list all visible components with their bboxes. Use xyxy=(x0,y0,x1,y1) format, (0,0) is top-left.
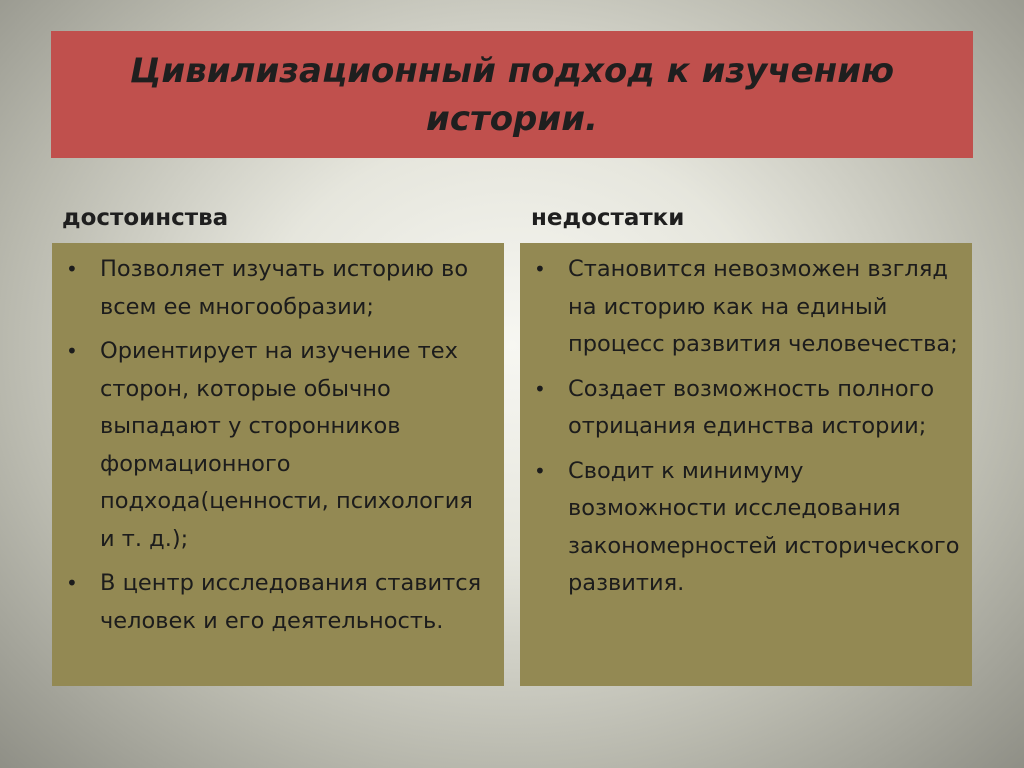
list-item xyxy=(64,565,494,640)
bullet-icon: • xyxy=(66,339,78,363)
bullet-icon: • xyxy=(534,458,546,483)
slide-title: Цивилизационный подход к изучению истории. xyxy=(129,50,895,139)
list-item xyxy=(64,333,494,558)
title-banner xyxy=(51,31,973,158)
list-item-text: Ориентирует на изучение тех сторон, которые обычно выпадают у сторонников формационного подхода(ценности, психология и т. д.); xyxy=(100,338,473,552)
advantages-list xyxy=(64,251,494,640)
list-item-text: Становится невозможен взгляд на историю как на единый процесс развития человечества; xyxy=(568,256,958,357)
disadvantages-panel xyxy=(520,243,972,686)
bullet-icon: • xyxy=(66,571,78,595)
list-item xyxy=(532,251,962,364)
advantages-heading: достоинства xyxy=(62,205,229,231)
disadvantages-list xyxy=(532,251,962,603)
bullet-icon: • xyxy=(534,376,546,401)
list-item xyxy=(532,453,962,603)
list-item-text: Позволяет изучать историю во всем ее многообразии; xyxy=(100,256,469,320)
list-item-text: Создает возможность полного отрицания единства истории; xyxy=(568,375,935,439)
advantages-panel xyxy=(52,243,504,686)
list-item xyxy=(532,371,962,446)
list-item xyxy=(64,251,494,326)
list-item-text: Сводит к минимуму возможности исследования закономерностей исторического развития. xyxy=(568,457,960,596)
bullet-icon: • xyxy=(534,257,546,281)
disadvantages-heading: недостатки xyxy=(531,205,685,231)
list-item-text: В центр исследования ставится человек и его деятельность. xyxy=(100,570,482,634)
bullet-icon: • xyxy=(66,257,78,281)
